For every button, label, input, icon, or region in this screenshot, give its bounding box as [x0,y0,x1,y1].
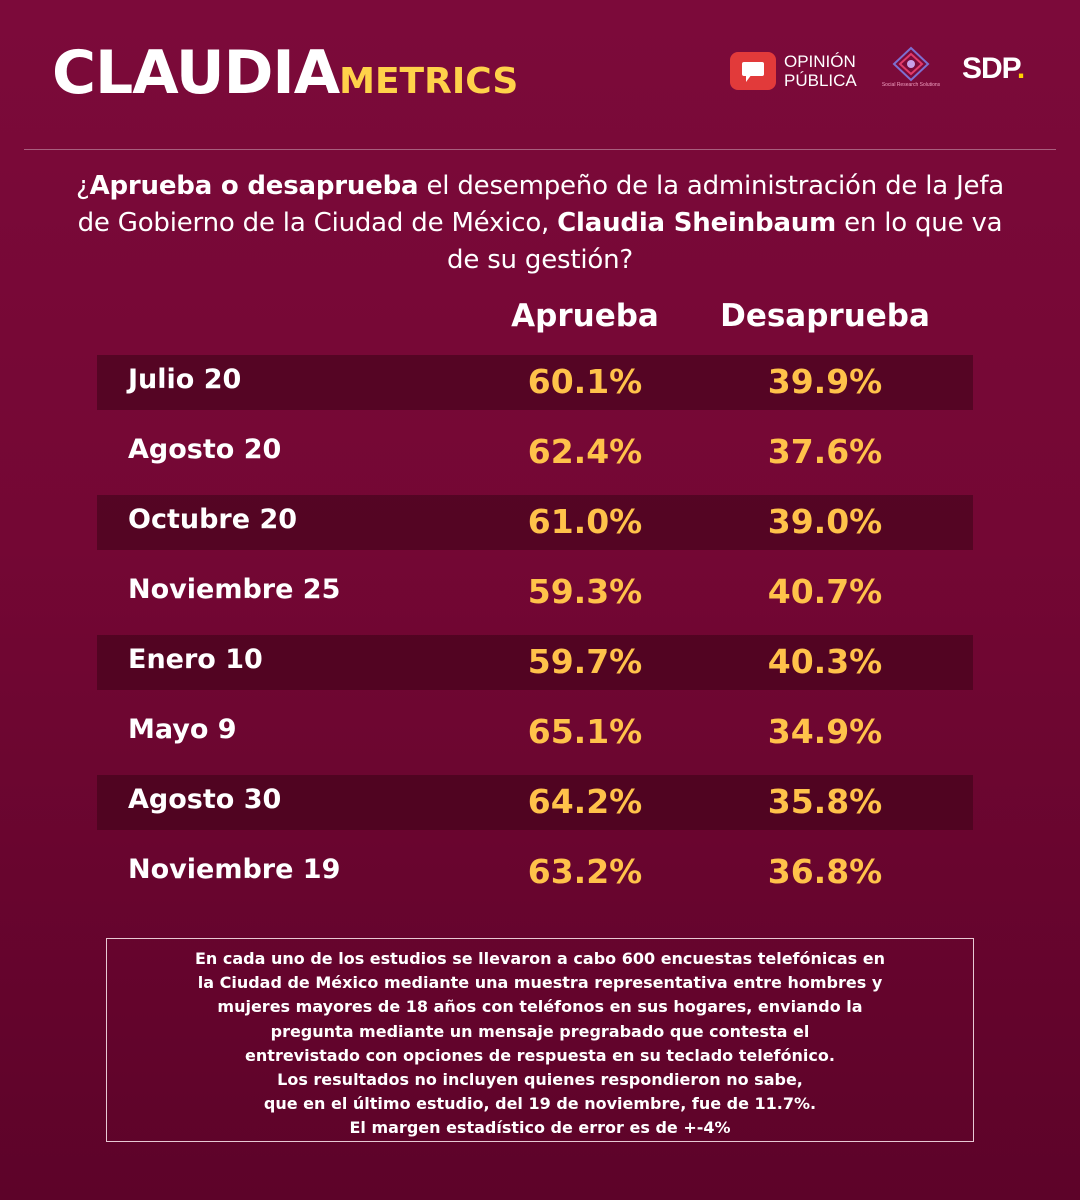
brand-main: CLAUDIA [52,38,340,108]
aprueba-value: 65.1% [527,712,643,751]
desaprueba-value: 39.0% [767,502,883,541]
desaprueba-value: 40.3% [767,642,883,681]
desaprueba-value: 34.9% [767,712,883,751]
aprueba-value: 64.2% [527,782,643,821]
aprueba-value: 62.4% [527,432,643,471]
question-part-1: ¿ [75,171,90,201]
note-line: En cada uno de los estudios se llevaron a cabo 600 encuestas telefónicas en [195,949,885,968]
table-row [97,565,973,620]
row-date-label: Julio 20 [128,364,242,395]
row-date-label: Octubre 20 [128,504,298,535]
aprueba-value: 59.7% [527,642,643,681]
header-divider [24,149,1056,150]
social-research-solutions-logo [880,46,942,92]
note-line: mujeres mayores de 18 años con teléfonos en sus hogares, enviando la [217,997,863,1017]
row-date-label: Agosto 30 [128,784,282,815]
aprueba-value: 59.3% [527,572,643,611]
survey-question [60,168,1020,279]
table-row [97,425,973,480]
brand-logo [52,38,518,108]
desaprueba-value: 35.8% [767,782,883,821]
column-header-aprueba: Aprueba [511,298,659,334]
question-bold-2: Claudia Sheinbaum [557,208,836,238]
note-line: pregunta mediante un mensaje pregrabado que contesta el [270,1021,810,1041]
opinion-publica-text [784,52,857,90]
question-part-2: el desempeño de la administración de la Jefa de Gobierno de la Ciudad de México, [77,171,1005,238]
table-row [97,775,973,830]
opinion-publica-logo [730,52,857,90]
row-date-label: Noviembre 25 [128,574,341,605]
srs-emblem-icon [880,46,942,82]
table-row [97,635,973,690]
desaprueba-value: 40.7% [767,572,883,611]
header [0,0,1080,150]
brand-sub: METRICS [339,61,519,102]
aprueba-value: 63.2% [527,852,643,891]
row-date-label: Agosto 20 [128,434,282,465]
opinion-line-1: OPINIÓN [784,52,856,71]
row-date-label: Mayo 9 [128,714,237,745]
row-date-label: Enero 10 [128,644,263,675]
sdp-dot: . [1016,52,1025,85]
sdp-logo [962,52,1024,86]
table-row [97,845,973,900]
question-part-3: en lo que va de su gestión? [447,208,1003,275]
note-line: El margen estadístico de error es de +-4% [349,1118,731,1138]
desaprueba-value: 36.8% [767,852,883,891]
table-row [97,355,973,410]
aprueba-value: 61.0% [527,502,643,541]
note-line: que en el último estudio, del 19 de noviembre, fue de 11.7%. [263,1094,817,1114]
sdp-text: SDP [962,52,1017,85]
table-row [97,705,973,760]
question-bold-1: Aprueba o desaprueba [89,171,419,201]
desaprueba-value: 39.9% [767,362,883,401]
methodology-note [106,938,974,1142]
table-row [97,495,973,550]
speech-bubble-icon [730,52,776,90]
results-table [97,355,973,915]
desaprueba-value: 37.6% [767,432,883,471]
note-line: Los resultados no incluyen quienes respondieron no sabe, [277,1070,803,1090]
column-header-desaprueba: Desaprueba [720,298,930,334]
aprueba-value: 60.1% [527,362,643,401]
opinion-line-2: PÚBLICA [784,71,857,90]
note-line: la Ciudad de México mediante una muestra representativa entre hombres y [197,973,883,993]
note-line: entrevistado con opciones de respuesta en su teclado telefónico. [245,1045,835,1065]
srs-text: Social Research Solutions [881,82,941,88]
row-date-label: Noviembre 19 [128,854,341,885]
